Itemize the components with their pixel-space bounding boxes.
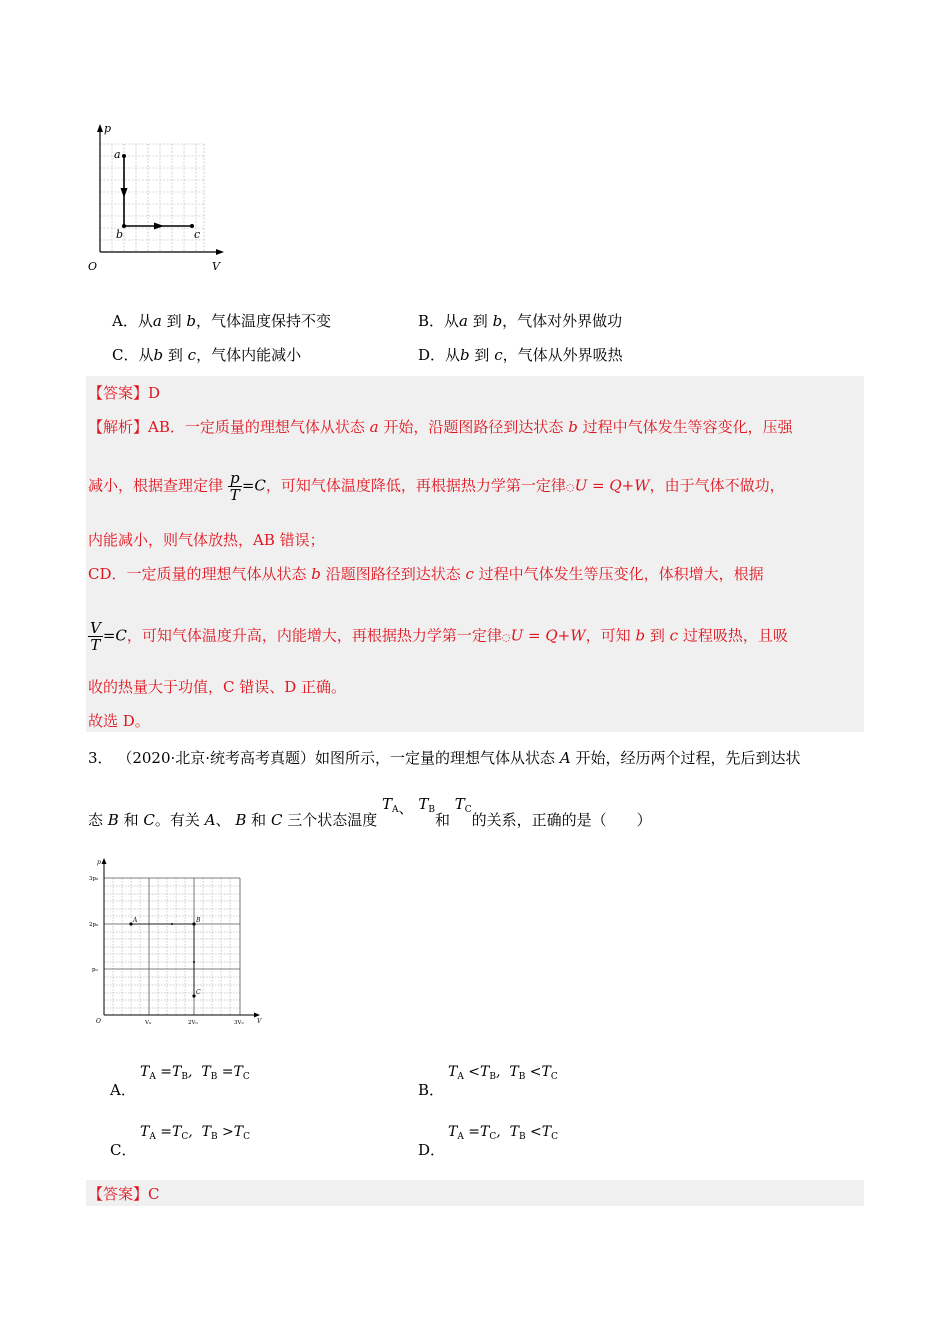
q2-analysis-line5: $\frac{V}{T}$ =C，可知气体温度升高，内能增大，再根据热力学第一定律◌U = Q+W，可知 b 到 c 过程吸热，且吸 xyxy=(90,619,788,654)
q3-label-b: B xyxy=(196,917,201,924)
q3-option-a-formula: $T_A =T_B$, $T_B =T_C$ xyxy=(140,1064,250,1082)
q3-arrow-ab xyxy=(171,923,173,925)
q3-ytick-2p0: 2p₀ xyxy=(89,922,99,928)
q3-stem-line1: 3． （2020·北京·统考高考真题）如图所示，一定量的理想气体从状态 A 开始，经历两个过程，先后到达状 xyxy=(88,749,801,767)
q2-arrow-ab xyxy=(121,188,128,198)
q3-ytick-3p0: 3p₀ xyxy=(89,876,99,882)
q3-label-c: C xyxy=(196,989,201,996)
q3-option-d: D． $T_A =T_C$, $T_B <T_C$ xyxy=(418,1124,559,1159)
q2-analysis-line6: 收的热量大于功值，C 错误、D 正确。 xyxy=(88,678,347,696)
q3-arrow-bc xyxy=(193,961,195,963)
q3-option-c: C． $T_A =T_C$, $T_B >T_C$ xyxy=(110,1124,251,1159)
q2-label-c: c xyxy=(194,228,201,241)
q3-label-o: O xyxy=(96,1018,101,1025)
q3-xtick-2v0: 2V₀ xyxy=(188,1020,198,1026)
q3-label-a: A xyxy=(133,917,138,924)
q3-temperature-ta: $T_A$ xyxy=(382,795,399,815)
q2-analysis-line1: 【解析】AB．一定质量的理想气体从状态 a 开始，沿题图路径到达状态 b 过程中气体发生等容变化，压强 xyxy=(88,418,793,436)
q3-label-p: p xyxy=(97,859,101,866)
q2-arrow-bc xyxy=(154,223,164,230)
q2-option-a: A．从a 到 b，气体温度保持不变 xyxy=(112,312,331,330)
q2-pv-graph xyxy=(84,120,234,280)
q2-label-a: a xyxy=(114,148,121,161)
q2-analysis-line7: 故选 D。 xyxy=(88,712,150,730)
q3-option-c-formula: $T_A =T_C$, $T_B >T_C$ xyxy=(140,1124,251,1142)
delta-icon: ◌ xyxy=(501,632,511,644)
q2-gay-lussac-fraction: $\frac{V}{T}$ xyxy=(90,619,101,654)
q2-label-o: O xyxy=(88,260,98,273)
q3-option-b-formula: $T_A <T_B$, $T_B <T_C$ xyxy=(448,1064,558,1082)
q2-option-c: C．从b 到 c，气体内能减小 xyxy=(112,346,302,364)
q3-label-v: V xyxy=(257,1018,262,1025)
q3-option-d-formula: $T_A =T_C$, $T_B <T_C$ xyxy=(448,1124,559,1142)
delta-icon: ◌ xyxy=(565,482,575,494)
q2-option-b: B．从a 到 b，气体对外界做功 xyxy=(418,312,623,330)
q3-major-grid xyxy=(104,878,240,1015)
q2-option-d: D．从b 到 c，气体从外界吸热 xyxy=(418,346,623,364)
q3-option-a: A． $T_A =T_B$, $T_B =T_C$ xyxy=(110,1064,250,1099)
q2-analysis-line2: 减小，根据查理定律 $\frac{p}{T}$ =C，可知气体温度降低，再根据热力学第一定律◌U = Q+W，由于气体不做功， xyxy=(88,469,785,504)
q2-analysis-line4: CD．一定质量的理想气体从状态 b 沿题图路径到达状态 c 过程中气体发生等压变化，体积增大，根据 xyxy=(88,565,764,583)
q3-pv-graph xyxy=(88,856,268,1028)
q3-xtick-3v0: 3V₀ xyxy=(234,1020,244,1026)
q3-xtick-v0: V₀ xyxy=(145,1020,152,1026)
q3-answer-block xyxy=(86,1180,864,1206)
q2-label-v: V xyxy=(212,260,220,273)
q3-minor-grid xyxy=(104,878,240,1015)
q2-label-b: b xyxy=(116,228,124,241)
q2-point-a xyxy=(122,154,126,158)
q2-charles-fraction: $\frac{p}{T}$ xyxy=(229,469,240,504)
q3-temperature-tb: $T_B$ xyxy=(418,795,435,815)
q2-answer: 【答案】D xyxy=(88,384,161,402)
q3-answer: 【答案】C xyxy=(88,1185,160,1203)
q3-temperature-tc: $T_C$ xyxy=(454,795,472,815)
q3-stem-line2: 态 B 和 C。有关 A、 B 和 C 三个状态温度 $T_A$、 $T_B$和 $T_C$的关系，正确的是（ ） xyxy=(88,795,652,829)
q3-ytick-p0: p₀ xyxy=(92,967,98,973)
q2-analysis-line3: 内能减小，则气体放热，AB 错误； xyxy=(88,531,325,549)
q2-label-p: p xyxy=(104,122,112,135)
q3-option-b: B． $T_A <T_B$, $T_B <T_C$ xyxy=(418,1064,558,1099)
